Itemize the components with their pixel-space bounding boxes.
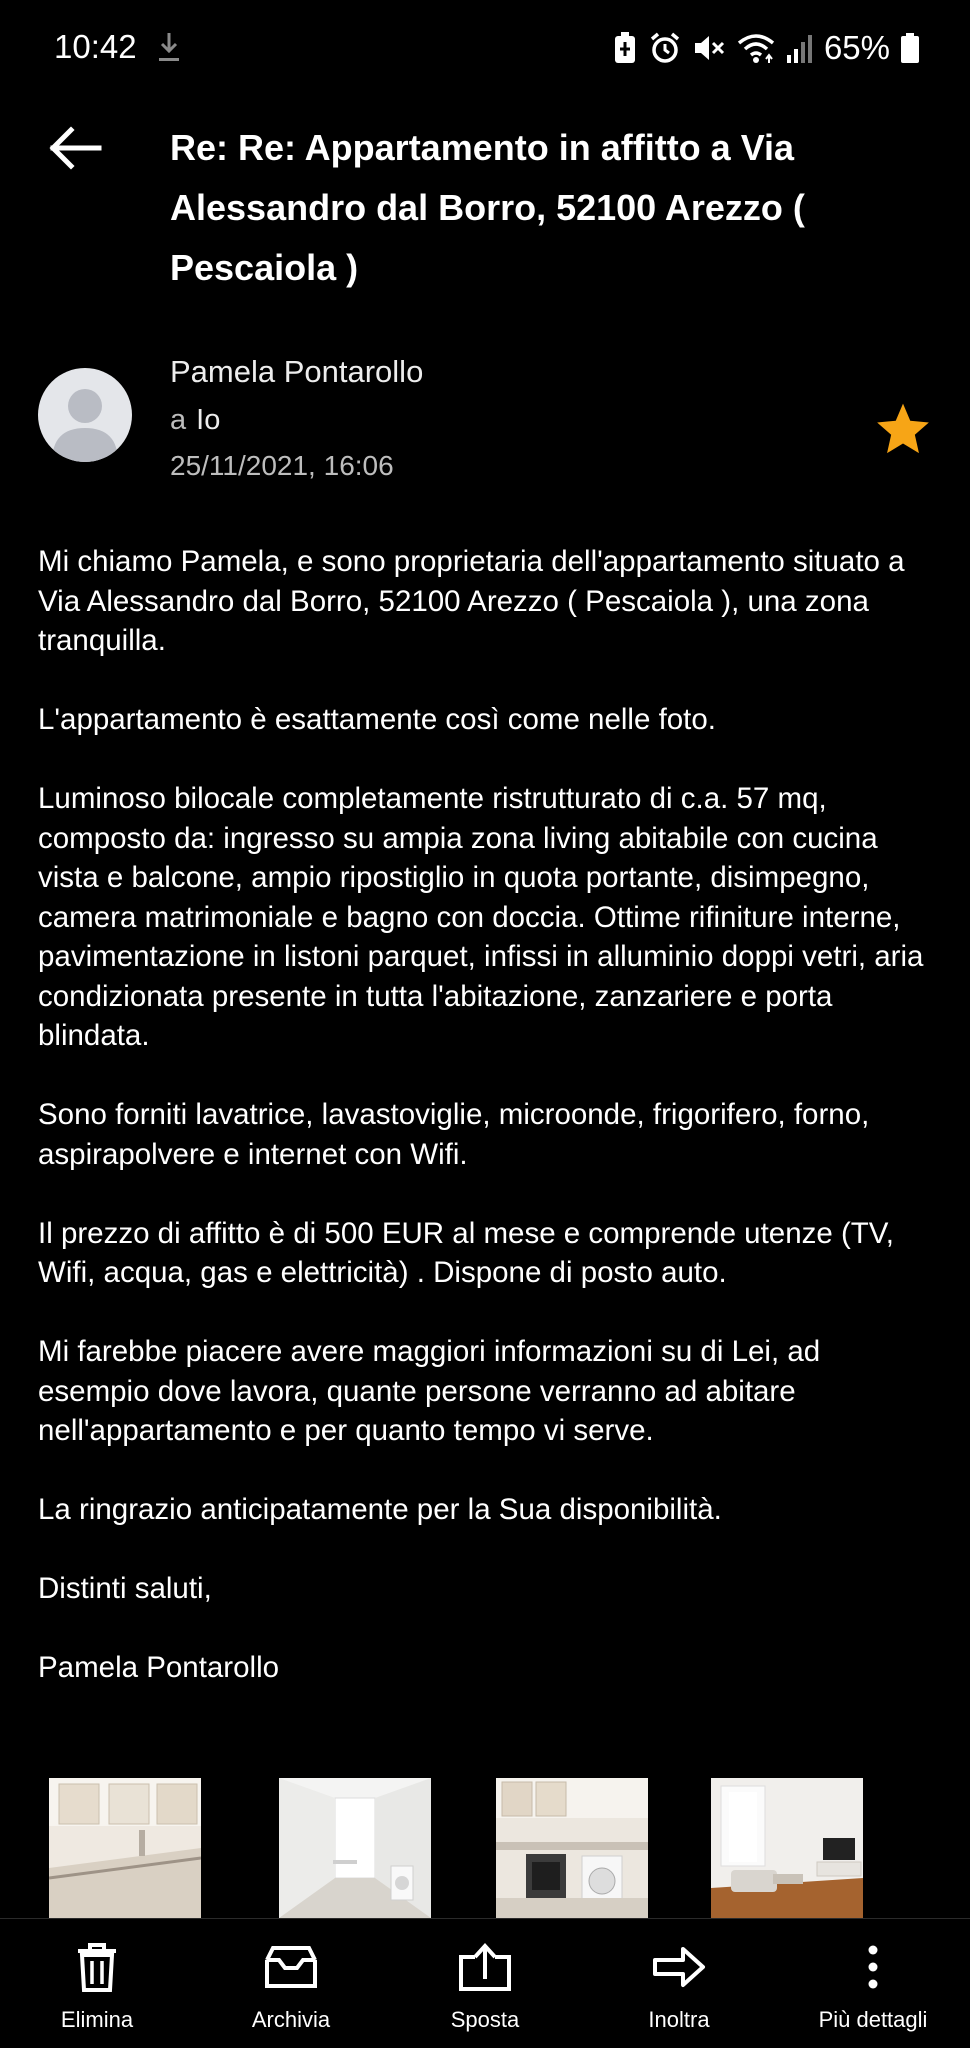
bottom-action-bar (0, 1918, 970, 2048)
status-time: 10:42 (54, 28, 137, 65)
forward-label: Inoltra (648, 2007, 710, 2032)
battery-percent: 65% (823, 29, 890, 66)
body-paragraph: Mi farebbe piacere avere maggiori informazioni su di Lei, ad esempio dove lavora, quante persone verranno ad abitare nell'appartamento e per quanto tempo vi serve. (38, 1335, 821, 1447)
wifi-icon (736, 31, 776, 65)
recipient-name: Io (196, 404, 221, 436)
body-paragraph: Sono forniti lavatrice, lavastoviglie, microonde, frigorifero, forno, aspirapolvere e internet con Wifi. (38, 1098, 870, 1171)
status-bar (0, 0, 970, 100)
alarm-icon (648, 31, 682, 65)
star-icon (874, 400, 932, 458)
body-paragraph: Luminoso bilocale completamente ristrutturato di c.a. 57 mq, composto da: ingresso su ampia zona living abitabile con cucina vista e balcone, ampio ripostiglio in quota portante, disimpegno, camera matrimoniale e bagno con doccia. Ottime rifiniture interne, pavimentazione in listoni parquet, infissi in alluminio doppi vetri, aria condizionata presente in tutta l'abitazione, zanzariere e porta blindata. (38, 782, 924, 1052)
more-vertical-icon (865, 1944, 881, 1990)
archive-button[interactable] (194, 1919, 388, 2048)
status-icons (612, 26, 920, 70)
delete-label: Elimina (60, 2007, 134, 2032)
archive-label: Archivia (251, 2007, 331, 2032)
sender-name[interactable]: Pamela Pontarollo (170, 354, 424, 389)
body-paragraph: L'appartamento è esattamente così come nelle foto. (38, 703, 716, 736)
forward-icon (651, 1945, 707, 1989)
recipient-prefix: a (170, 404, 187, 436)
body-paragraph: Distinti saluti, (38, 1572, 212, 1605)
attachment-thumbnail-appliances[interactable] (496, 1778, 648, 1918)
back-arrow-icon (47, 126, 103, 170)
archive-icon (263, 1944, 319, 1990)
body-paragraph: Mi chiamo Pamela, e sono proprietaria dell'appartamento situato a Via Alessandro dal Borro, 52100 Arezzo ( Pescaiola ), una zona tranquilla. (38, 545, 905, 657)
trash-icon (74, 1941, 120, 1993)
kitchen-appliances-photo-image (496, 1778, 648, 1918)
more-details-label: Più dettagli (818, 2007, 928, 2032)
star-button[interactable] (874, 400, 932, 458)
battery-saver-icon (612, 31, 638, 65)
body-paragraph: Il prezzo di affitto è di 500 EUR al mese e comprende utenze (TV, Wifi, acqua, gas e elettricità) . Dispone di posto auto. (38, 1216, 894, 1289)
mute-icon (692, 31, 726, 65)
forward-button[interactable] (582, 1919, 776, 2048)
email-subject: Re: Re: Appartamento in affitto a Via Alessandro dal Borro, 52100 Arezzo ( Pescaiola ) (170, 127, 805, 288)
more-details-button[interactable] (776, 1919, 970, 2048)
battery-icon (900, 31, 920, 65)
sent-date: 25/11/2021, 16:06 (170, 450, 394, 481)
move-icon (457, 1941, 513, 1993)
move-button[interactable] (388, 1919, 582, 2048)
living-room-photo-image (711, 1778, 863, 1918)
move-label: Sposta (450, 2007, 520, 2032)
attachment-thumbnail-kitchen[interactable] (49, 1778, 201, 1918)
back-button[interactable] (40, 118, 110, 178)
attachment-thumbnail-living-room[interactable] (711, 1778, 863, 1918)
kitchen-photo-image (49, 1778, 201, 1918)
email-body (38, 542, 938, 1727)
body-paragraph: La ringrazio anticipatamente per la Sua disponibilità. (38, 1493, 722, 1526)
attachment-thumbnails (0, 1778, 970, 1918)
download-icon (156, 30, 182, 64)
default-avatar-icon (38, 368, 132, 462)
delete-button[interactable] (0, 1919, 194, 2048)
recipient-line[interactable] (170, 404, 220, 437)
hallway-photo-image (279, 1778, 431, 1918)
signal-icon (786, 31, 812, 65)
attachment-thumbnail-hallway[interactable] (279, 1778, 431, 1918)
body-paragraph: Pamela Pontarollo (38, 1651, 280, 1684)
avatar[interactable] (38, 368, 132, 462)
